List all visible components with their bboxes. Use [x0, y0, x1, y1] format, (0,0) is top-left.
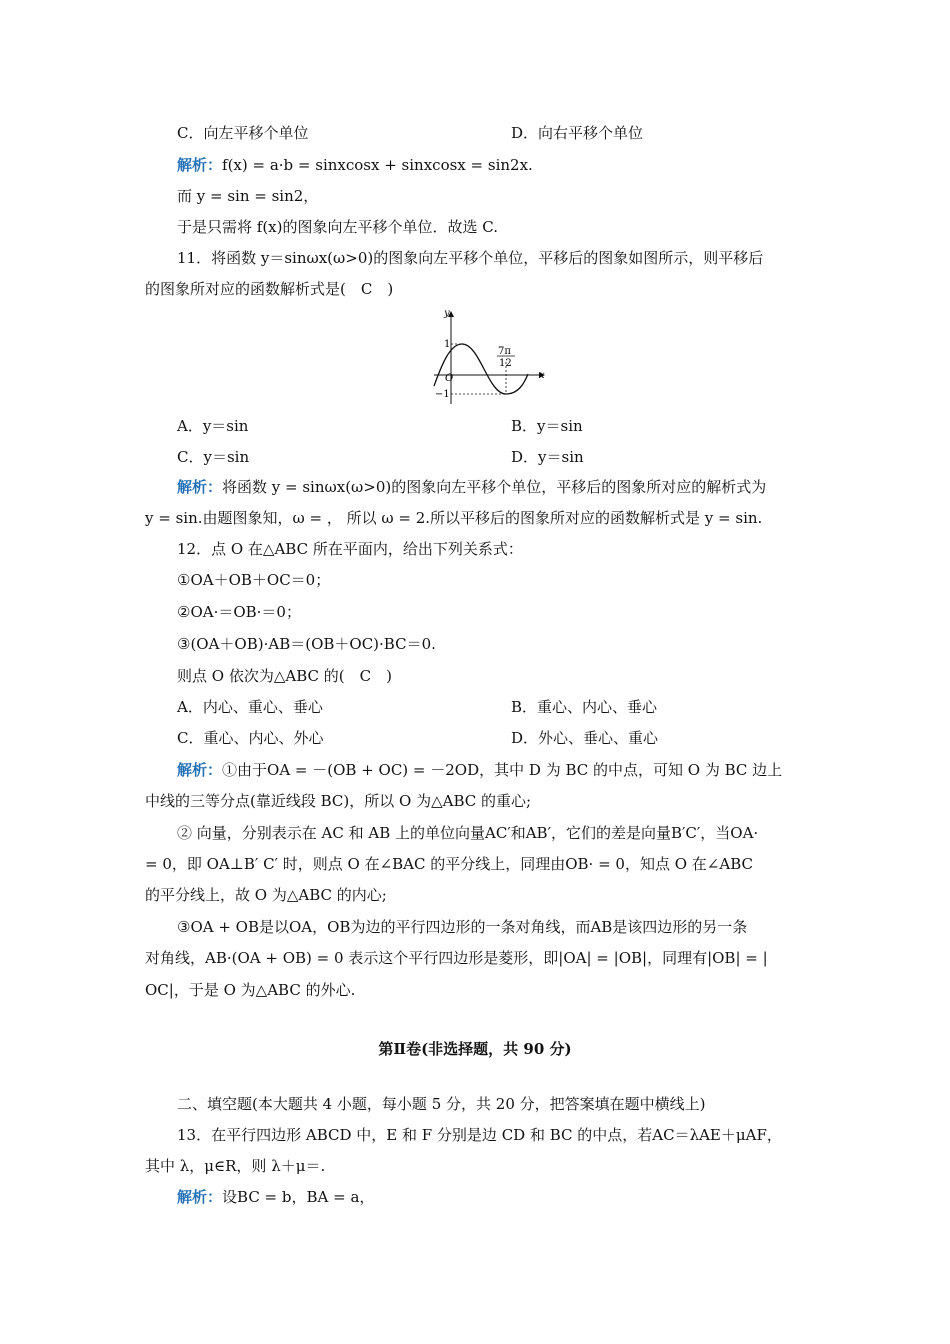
q12-solution-line-7: 对角线，AB·(OA + OB) = 0 表示这个平行四边形是菱形，即|OA| = |OB|，同理有|OB| = | [145, 949, 768, 967]
solution-label: 解析： [177, 156, 223, 174]
q11-solution-line-1 [177, 477, 766, 497]
q12-solution-line-4: = 0，即 OA⊥B′ C′ 时，则点 O 在∠BAC 的平分线上，同理由OB· = 0，知点 O 在∠ABC [145, 855, 753, 873]
q11-stem-line-1: 11．将函数 y＝sinωx(ω>0)的图象向左平移个单位，平移后的图象如图所示，则平移后 [177, 249, 764, 267]
q10-solution-text-1: f(x) = a·b = sinxcosx + sinxcosx = sin2x. [222, 156, 533, 174]
q13-solution-text-1: 设BC = b，BA = a， [222, 1188, 375, 1206]
q11-option-a: A．y＝sin [177, 417, 249, 435]
q12-solution-line-3: ② 向量，分别表示在 AC 和 AB 上的单位向量AC′和AB′，它们的差是向量B′C′，当OA· [177, 824, 759, 842]
q12-solution-text-1: ①由于OA = －(OB + OC) = －2OD，其中 D 为 BC 的中点，可知 O 为 BC 边上 [222, 761, 783, 779]
q12-solution-line-1 [177, 760, 782, 780]
q12-solution-line-5: 的平分线上，故 O 为△ABC 的内心; [145, 886, 387, 904]
sine-curve [434, 344, 528, 394]
q11-solution-line-2: y = sin.由题图象知，ω = ， 所以 ω = 2.所以平移后的图象所对应的函数解析式是 y = sin. [145, 509, 763, 527]
q13-stem-line-2: 其中 λ，μ∈R，则 λ＋μ＝. [145, 1157, 326, 1175]
q12-option-a: A．内心、重心、垂心 [177, 698, 323, 716]
solution-label: 解析： [177, 478, 223, 496]
q12-relation-1: ①OA＋OB＋OC＝0； [177, 571, 331, 589]
q11-solution-text-1: 将函数 y = sinωx(ω>0)的图象向左平移个单位，平移后的图象所对应的解析式为 [222, 478, 767, 496]
q12-solution-line-6: ③OA + OB是以OA，OB为边的平行四边形的一条对角线，而AB是该四边形的另一条 [177, 918, 748, 936]
solution-label: 解析： [177, 761, 223, 779]
q11-sine-graph [430, 304, 555, 408]
tick-denominator: 12 [499, 358, 512, 369]
q10-option-c: C．向左平移个单位 [177, 124, 309, 142]
q11-option-b: B．y＝sin [511, 417, 583, 435]
q13-solution-line-1 [177, 1187, 374, 1207]
q12-option-c: C．重心、内心、外心 [177, 729, 324, 747]
q12-solution-line-2: 中线的三等分点(靠近线段 BC)，所以 O 为△ABC 的重心; [145, 792, 532, 810]
q11-option-c: C．y＝sin [177, 448, 250, 466]
y-axis-label: y [444, 308, 450, 319]
q10-solution-line-2: 而 y = sin = sin2， [177, 187, 319, 205]
q11-stem-line-2: 的图象所对应的函数解析式是( C ) [145, 280, 394, 298]
tick-numerator: 7π [498, 346, 511, 357]
origin-label: O [445, 373, 454, 384]
fill-in-section-header: 二、填空题(本大题共 4 小题，每小题 5 分，共 20 分，把答案填在题中横线上) [177, 1095, 706, 1113]
q12-relation-3: ③(OA＋OB)·AB＝(OB＋OC)·BC＝0. [177, 635, 436, 653]
y-one-label: 1 [444, 339, 451, 350]
q12-question: 则点 O 依次为△ABC 的( C ) [177, 667, 392, 685]
q12-solution-line-8: OC|，于是 O 为△ABC 的外心. [145, 981, 356, 999]
q10-solution-line-3: 于是只需将 f(x)的图象向左平移个单位．故选 C. [177, 218, 498, 236]
part-2-title: 第Ⅱ卷(非选择题，共 90 分) [378, 1040, 572, 1058]
x-axis-label: x [539, 370, 545, 381]
q10-option-d: D．向右平移个单位 [511, 124, 644, 142]
y-neg-one-label: −1 [435, 389, 450, 400]
q10-solution-line-1 [177, 155, 533, 175]
q13-stem-line-1: 13．在平行四边形 ABCD 中，E 和 F 分别是边 CD 和 BC 的中点，若AC＝λAE＋μAF， [177, 1126, 782, 1144]
q11-option-d: D．y＝sin [511, 448, 584, 466]
q12-option-d: D．外心、垂心、重心 [511, 729, 659, 747]
q12-stem: 12．点 O 在△ABC 所在平面内，给出下列关系式： [177, 540, 523, 558]
q12-option-b: B．重心、内心、垂心 [511, 698, 658, 716]
solution-label: 解析： [177, 1188, 223, 1206]
q12-relation-2: ②OA·＝OB·＝0； [177, 603, 301, 621]
